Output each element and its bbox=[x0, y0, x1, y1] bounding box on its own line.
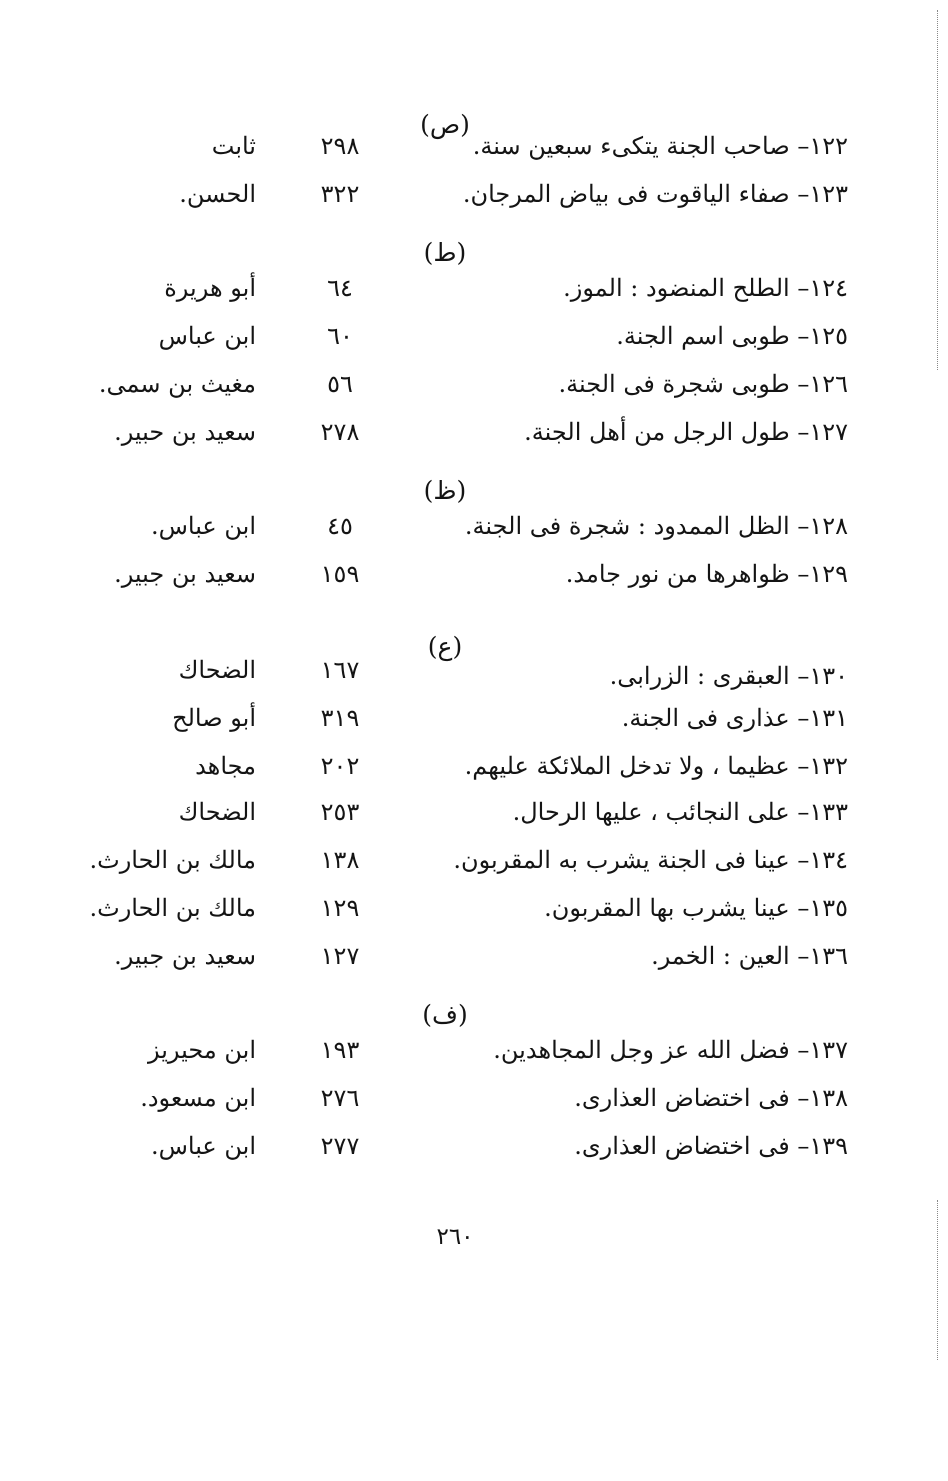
table-row bbox=[0, 698, 948, 738]
narrator-name: الضحاك bbox=[178, 656, 256, 684]
entry-number: ٣٢٢ bbox=[320, 180, 360, 208]
section-heading-sad: (ص) bbox=[420, 110, 470, 139]
entry-number: ٢٩٨ bbox=[320, 132, 360, 160]
table-row bbox=[0, 1030, 948, 1070]
entry-text: ١٢٧– طول الرجل من أهل الجنة. bbox=[524, 418, 848, 446]
entry-text: ١٣٦– العين : الخمر. bbox=[651, 942, 848, 970]
narrator-name: أبو صالح bbox=[172, 704, 256, 732]
narrator-name: مجاهد bbox=[195, 752, 256, 780]
table-row bbox=[0, 888, 948, 928]
table-row bbox=[0, 174, 948, 214]
table-row bbox=[0, 316, 948, 356]
entry-number: ٢٧٨ bbox=[320, 418, 360, 446]
table-row bbox=[0, 1126, 948, 1166]
table-row bbox=[0, 506, 948, 546]
entry-text: ١٢٩– ظواهرها من نور جامد. bbox=[565, 560, 848, 588]
entry-number: ١٩٣ bbox=[320, 1036, 360, 1064]
section-heading-fa: (ف) bbox=[422, 1000, 468, 1029]
entry-number: ٢٥٣ bbox=[320, 798, 360, 826]
entry-text: ١٣٩– فى اختضاض العذارى. bbox=[574, 1132, 848, 1160]
entry-number: ١٣٨ bbox=[320, 846, 360, 874]
entry-number: ١٢٧ bbox=[320, 942, 360, 970]
narrator-name: الحسن. bbox=[179, 180, 256, 208]
table-row bbox=[0, 1078, 948, 1118]
narrator-name: ابن محيريز bbox=[148, 1036, 256, 1064]
scan-edge-mark bbox=[937, 1200, 938, 1360]
narrator-name: سعيد بن جبير. bbox=[114, 942, 256, 970]
table-row bbox=[0, 792, 948, 832]
table-row bbox=[0, 412, 948, 452]
table-row bbox=[0, 364, 948, 404]
entry-text: ١٣٢– عظيما ، ولا تدخل الملائكة عليهم. bbox=[464, 752, 848, 780]
entry-number: ٢٧٦ bbox=[320, 1084, 360, 1112]
entry-number: ١٢٩ bbox=[320, 894, 360, 922]
scan-edge-mark bbox=[937, 10, 938, 370]
entry-number: ١٥٩ bbox=[320, 560, 360, 588]
entry-number: ٢٠٢ bbox=[320, 752, 360, 780]
table-row bbox=[0, 840, 948, 880]
entry-text: ١٣٣– على النجائب ، عليها الرحال. bbox=[512, 798, 848, 826]
entry-text: ١٣١– عذارى فى الجنة. bbox=[621, 704, 848, 732]
narrator-name: سعيد بن حبير. bbox=[114, 418, 256, 446]
section-heading-ain: (ع) bbox=[427, 632, 463, 661]
table-row bbox=[0, 126, 948, 166]
entry-text: ١٢٦– طوبى شجرة فى الجنة. bbox=[558, 370, 848, 398]
section-heading-za: (ظ) bbox=[423, 476, 467, 505]
entry-number: ٢٧٧ bbox=[320, 1132, 360, 1160]
entry-text: ١٢٢– صاحب الجنة يتكىء سبعين سنة. bbox=[472, 132, 848, 160]
narrator-name: ابن مسعود. bbox=[140, 1084, 256, 1112]
entry-number: ٥٦ bbox=[327, 370, 353, 398]
entry-number: ٣١٩ bbox=[320, 704, 360, 732]
table-row bbox=[0, 936, 948, 976]
entry-number: ٦٤ bbox=[327, 274, 353, 302]
table-row bbox=[0, 554, 948, 594]
section-heading-ta: (ط) bbox=[423, 238, 467, 267]
entry-text: ١٢٣– صفاء الياقوت فى بياض المرجان. bbox=[462, 180, 848, 208]
narrator-name: ابن عباس. bbox=[150, 512, 256, 540]
page-number: ٢٦٠ bbox=[436, 1224, 474, 1250]
entry-text: ١٣٤– عينا فى الجنة يشرب به المقربون. bbox=[453, 846, 848, 874]
entry-number: ١٦٧ bbox=[320, 656, 360, 684]
narrator-name: أبو هريرة bbox=[164, 274, 256, 302]
narrator-name: ثابت bbox=[211, 132, 256, 160]
entry-text: ١٣٠– العبقرى : الزرابى. bbox=[609, 662, 848, 690]
narrator-name: الضحاك bbox=[178, 798, 256, 826]
entry-text: ١٢٤– الطلح المنضود : الموز. bbox=[563, 274, 848, 302]
entry-text: ١٢٨– الظل الممدود : شجرة فى الجنة. bbox=[464, 512, 848, 540]
entry-number: ٦٠ bbox=[327, 322, 353, 350]
entry-text: ١٢٥– طوبى اسم الجنة. bbox=[616, 322, 848, 350]
table-row bbox=[0, 268, 948, 308]
narrator-name: مالك بن الحارث. bbox=[89, 894, 256, 922]
entry-number: ٤٥ bbox=[327, 512, 353, 540]
narrator-name: ابن عباس. bbox=[150, 1132, 256, 1160]
table-row bbox=[0, 746, 948, 786]
entry-text: ١٣٧– فضل الله عز وجل المجاهدين. bbox=[493, 1036, 848, 1064]
narrator-name: مالك بن الحارث. bbox=[89, 846, 256, 874]
entry-text: ١٣٥– عينا يشرب بها المقربون. bbox=[544, 894, 848, 922]
narrator-name: مغيث بن سمى. bbox=[98, 370, 256, 398]
narrator-name: ابن عباس bbox=[158, 322, 256, 350]
narrator-name: سعيد بن جبير. bbox=[114, 560, 256, 588]
entry-text: ١٣٨– فى اختضاض العذارى. bbox=[574, 1084, 848, 1112]
table-row bbox=[0, 650, 948, 690]
